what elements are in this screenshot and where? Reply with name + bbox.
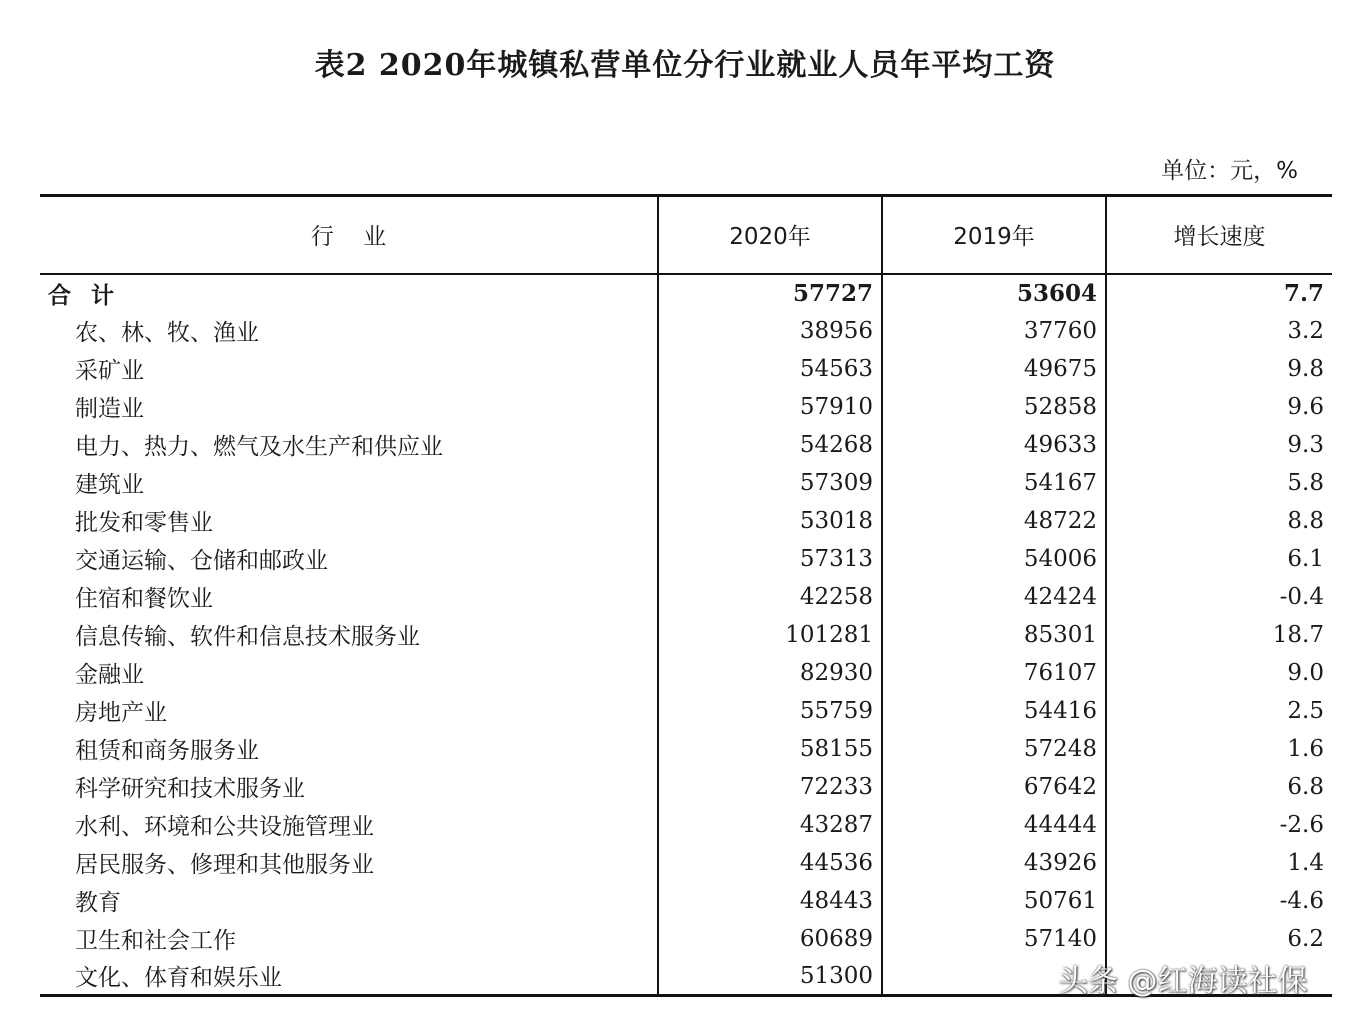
table-header — [40, 196, 1332, 274]
table-row — [40, 350, 1332, 388]
table-row — [40, 806, 1332, 844]
industry-cell: 住宿和餐饮业 — [75, 586, 213, 612]
value-2019-cell: 43926 — [882, 844, 1106, 882]
value-2019-cell: 49675 — [882, 350, 1106, 388]
table-row — [40, 540, 1332, 578]
value-2019-cell: 57248 — [882, 730, 1106, 768]
value-2019-cell: 49633 — [882, 426, 1106, 464]
growth-cell: 3.2 — [1106, 312, 1332, 350]
table-row — [40, 730, 1332, 768]
header-2019: 2019年 — [882, 196, 1106, 274]
value-2019-cell: 37760 — [882, 312, 1106, 350]
value-2019-cell: 50761 — [882, 882, 1106, 920]
value-2020-cell: 82930 — [658, 654, 882, 692]
value-2020-cell: 43287 — [658, 806, 882, 844]
table-row — [40, 312, 1332, 350]
table-title: 表2 2020年城镇私营单位分行业就业人员年平均工资 — [314, 48, 1056, 83]
industry-cell: 文化、体育和娱乐业 — [40, 958, 658, 996]
table-row — [40, 388, 1332, 426]
table-row — [40, 844, 1332, 882]
watermark: 头条 @红海读社保 — [1058, 964, 1308, 999]
industry-cell: 建筑业 — [75, 472, 144, 498]
growth-cell: 6.2 — [1106, 920, 1332, 958]
table-row — [40, 616, 1332, 654]
value-2020-cell: 38956 — [658, 312, 882, 350]
industry-cell: 制造业 — [75, 396, 144, 422]
industry-cell: 交通运输、仓储和邮政业 — [75, 548, 328, 574]
value-2020-cell: 57309 — [658, 464, 882, 502]
unit-note: 单位：元，% — [1161, 158, 1298, 184]
value-2019-cell: 54006 — [882, 540, 1106, 578]
value-2020-cell: 57727 — [658, 274, 882, 312]
table-row — [40, 578, 1332, 616]
growth-cell: 18.7 — [1106, 616, 1332, 654]
table-row — [40, 920, 1332, 958]
value-2019-cell: 57140 — [882, 920, 1106, 958]
value-2020-cell: 72233 — [658, 768, 882, 806]
industry-cell: 教育 — [75, 890, 121, 916]
value-2019-cell: 53604 — [882, 274, 1106, 312]
value-2020-cell: 101281 — [658, 616, 882, 654]
table-body — [40, 274, 1332, 996]
growth-cell: 8.8 — [1106, 502, 1332, 540]
value-2020-cell: 51300 — [658, 958, 882, 996]
header-2020: 2020年 — [658, 196, 882, 274]
growth-cell: 1.6 — [1106, 730, 1332, 768]
value-2020-cell: 57910 — [658, 388, 882, 426]
value-2019-cell: 52858 — [882, 388, 1106, 426]
table-row — [40, 654, 1332, 692]
value-2020-cell: 42258 — [658, 578, 882, 616]
industry-cell: 合 计 — [48, 282, 121, 309]
industry-cell: 居民服务、修理和其他服务业 — [75, 852, 374, 878]
table-row — [40, 882, 1332, 920]
growth-cell: 9.8 — [1106, 350, 1332, 388]
value-2020-cell: 48443 — [658, 882, 882, 920]
header-growth: 增长速度 — [1106, 196, 1332, 274]
value-2020-cell: 54563 — [658, 350, 882, 388]
industry-cell: 电力、热力、燃气及水生产和供应业 — [75, 434, 443, 460]
value-2020-cell: 60689 — [658, 920, 882, 958]
table-row — [40, 692, 1332, 730]
value-2019-cell: 54416 — [882, 692, 1106, 730]
value-2020-cell: 53018 — [658, 502, 882, 540]
growth-cell: 9.3 — [1106, 426, 1332, 464]
header-row — [40, 196, 1332, 274]
growth-cell: 6.1 — [1106, 540, 1332, 578]
table-row — [40, 502, 1332, 540]
industry-cell: 金融业 — [75, 662, 144, 688]
growth-cell: 9.0 — [1106, 654, 1332, 692]
table-row — [40, 768, 1332, 806]
industry-cell: 科学研究和技术服务业 — [75, 776, 305, 802]
growth-cell: -4.6 — [1106, 882, 1332, 920]
value-2019-cell: 54167 — [882, 464, 1106, 502]
industry-cell: 信息传输、软件和信息技术服务业 — [75, 624, 420, 650]
value-2019-cell: 42424 — [882, 578, 1106, 616]
value-2019-cell: 48722 — [882, 502, 1106, 540]
growth-cell: -0.4 — [1106, 578, 1332, 616]
growth-cell: 1.4 — [1106, 844, 1332, 882]
value-2019-cell: 67642 — [882, 768, 1106, 806]
header-industry: 行 业 — [40, 196, 658, 274]
growth-cell: -2.6 — [1106, 806, 1332, 844]
growth-cell: 5.8 — [1106, 464, 1332, 502]
value-2020-cell: 58155 — [658, 730, 882, 768]
table-row — [40, 464, 1332, 502]
industry-cell: 卫生和社会工作 — [75, 928, 236, 954]
value-2020-cell: 54268 — [658, 426, 882, 464]
growth-cell: 2.5 — [1106, 692, 1332, 730]
industry-cell: 租赁和商务服务业 — [75, 738, 259, 764]
industry-cell: 水利、环境和公共设施管理业 — [75, 814, 374, 840]
industry-cell: 农、林、牧、渔业 — [75, 320, 259, 346]
growth-cell: 6.8 — [1106, 768, 1332, 806]
industry-cell: 房地产业 — [75, 700, 167, 726]
value-2019-cell: 44444 — [882, 806, 1106, 844]
industry-cell: 采矿业 — [75, 358, 144, 384]
industry-cell: 批发和零售业 — [75, 510, 213, 536]
value-2020-cell: 44536 — [658, 844, 882, 882]
value-2020-cell: 57313 — [658, 540, 882, 578]
value-2019-cell: 85301 — [882, 616, 1106, 654]
wage-table — [40, 194, 1332, 997]
growth-cell: 7.7 — [1106, 274, 1332, 312]
table-row-total — [40, 274, 1332, 312]
table-row — [40, 426, 1332, 464]
growth-cell: 9.6 — [1106, 388, 1332, 426]
value-2020-cell: 55759 — [658, 692, 882, 730]
value-2019-cell: 76107 — [882, 654, 1106, 692]
